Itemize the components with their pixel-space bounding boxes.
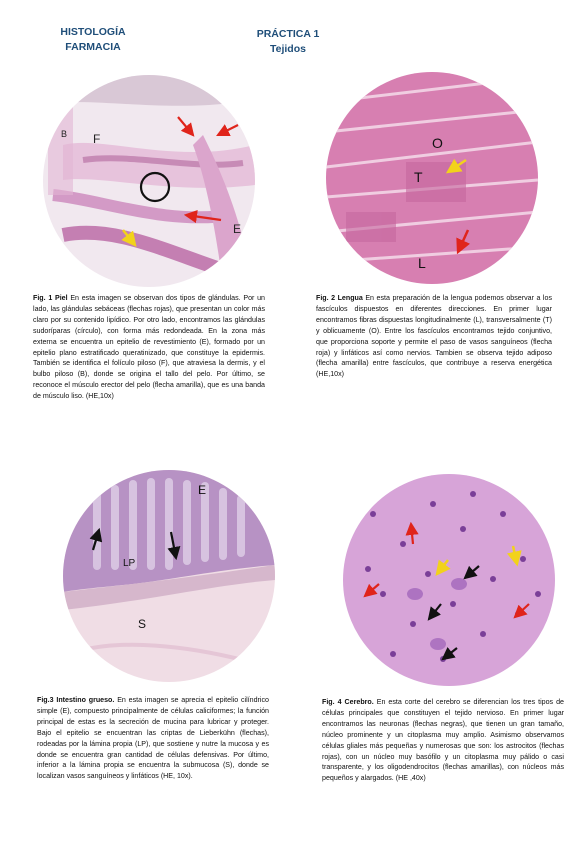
figure-1-caption — [33, 293, 265, 402]
practice-title-line2: Tejidos — [270, 43, 306, 55]
figure-3-micrograph — [63, 470, 275, 682]
label-e: E — [198, 483, 207, 497]
figure-4-caption — [322, 697, 564, 784]
course-title-line1: HISTOLOGÍA — [60, 26, 126, 38]
label-lp: LP — [123, 558, 136, 569]
course-title-line2: FARMACIA — [65, 41, 121, 53]
figure-1-caption-title: Fig. 1 Piel — [33, 294, 68, 302]
figure-4-caption-title: Fig. 4 Cerebro. — [322, 698, 374, 706]
figure-4-micrograph — [343, 474, 555, 686]
label-o: O — [432, 135, 443, 151]
figure-1-caption-body: En esta imagen se observan dos tipos de glándulas. Por un lado, las glándulas sebáceas (flechas rojas), que presentan un color más claro por su contenido lipídico. Por otro lado, encontramos las glándulas sudoríparas (círculo), con forma más redondeada. En la zona más externa se encuentra un epitelio de revestimiento (E), formado por un epitelio plano estratificado queratinizado, que constituye la epidermis. También se identifica el folículo piloso (F), que atraviesa la dermis, y el bulbo piloso (B), donde se origina el tallo del pelo. Por último, se reconoce el músculo erector del pelo (flecha amarilla), que es una banda de músculo liso. (HE,10x) — [33, 294, 265, 401]
label-b: B — [61, 129, 68, 139]
label-e: E — [233, 222, 242, 236]
course-title — [38, 25, 148, 55]
figure-3-caption — [37, 695, 269, 782]
label-t: T — [414, 169, 423, 185]
figure-2-caption — [316, 293, 552, 380]
figure-4-caption-body: En esta corte del cerebro se diferencian los tres tipos de células principales que constituyen el tejido nervioso. En primer lugar encontramos las neuronas (flechas negras), que tienen un gran tamaño, núcleo prominente y un citoplasma muy amplio. Asimismo observamos células gliales más pequeñas y numerosas que son: los astrocitos (flechas rojas), con un núcleo muy basófilo y un citoplasma muy pálido o casi transparente, y los oligodendrocitos (flechas amarillas), con núcleos más pequeños y alargados. (HE ,40x) — [322, 698, 564, 783]
practice-title — [238, 27, 338, 57]
practice-title-line1: PRÁCTICA 1 — [256, 28, 320, 40]
label-l: L — [418, 255, 426, 271]
figure-3-caption-body: En esta imagen se aprecia el epitelio cilíndrico simple (E), compuesto principalmente de células caliciformes; la función principal de estas es la secreción de mucina para lubricar y proteger. Bajo el epitelio se encuentran las criptas de Lieberkühn (flechas), rodeadas por la lámina propia (LP), que sostiene y nutre la mucosa y es donde se encuentra gran cantidad de células defensivas. Por último, inferior a la lámina propia se encuentra la submucosa (S), donde se localizan vasos sanguíneos y linfáticos (HE, 10x). — [37, 696, 269, 781]
label-s: S — [138, 617, 147, 631]
figure-2-caption-body: En esta preparación de la lengua podemos observar a los fascículos dispuestos en diferentes direcciones. En primer lugar encontramos fibras dispuestas longitudinalmente (L), transversalmente (T) y oblicuamente (O). Entre los fascículos encontramos tejido conjuntivo, que proporciona soporte y permite el paso de vasos sanguíneos (flecha roja) y linfáticos así como nervios. Tambien se observa tejido adiposo (flecha amarilla) entre fascículos, que contribuye a reserva energética (HE,10x) — [316, 294, 552, 379]
figure-2-micrograph — [326, 72, 538, 284]
label-f: F — [93, 132, 101, 146]
figure-1-micrograph — [43, 75, 255, 287]
figure-2-caption-title: Fig. 2 Lengua — [316, 294, 363, 302]
figure-3-caption-title: Fig.3 Intestino grueso. — [37, 696, 115, 704]
